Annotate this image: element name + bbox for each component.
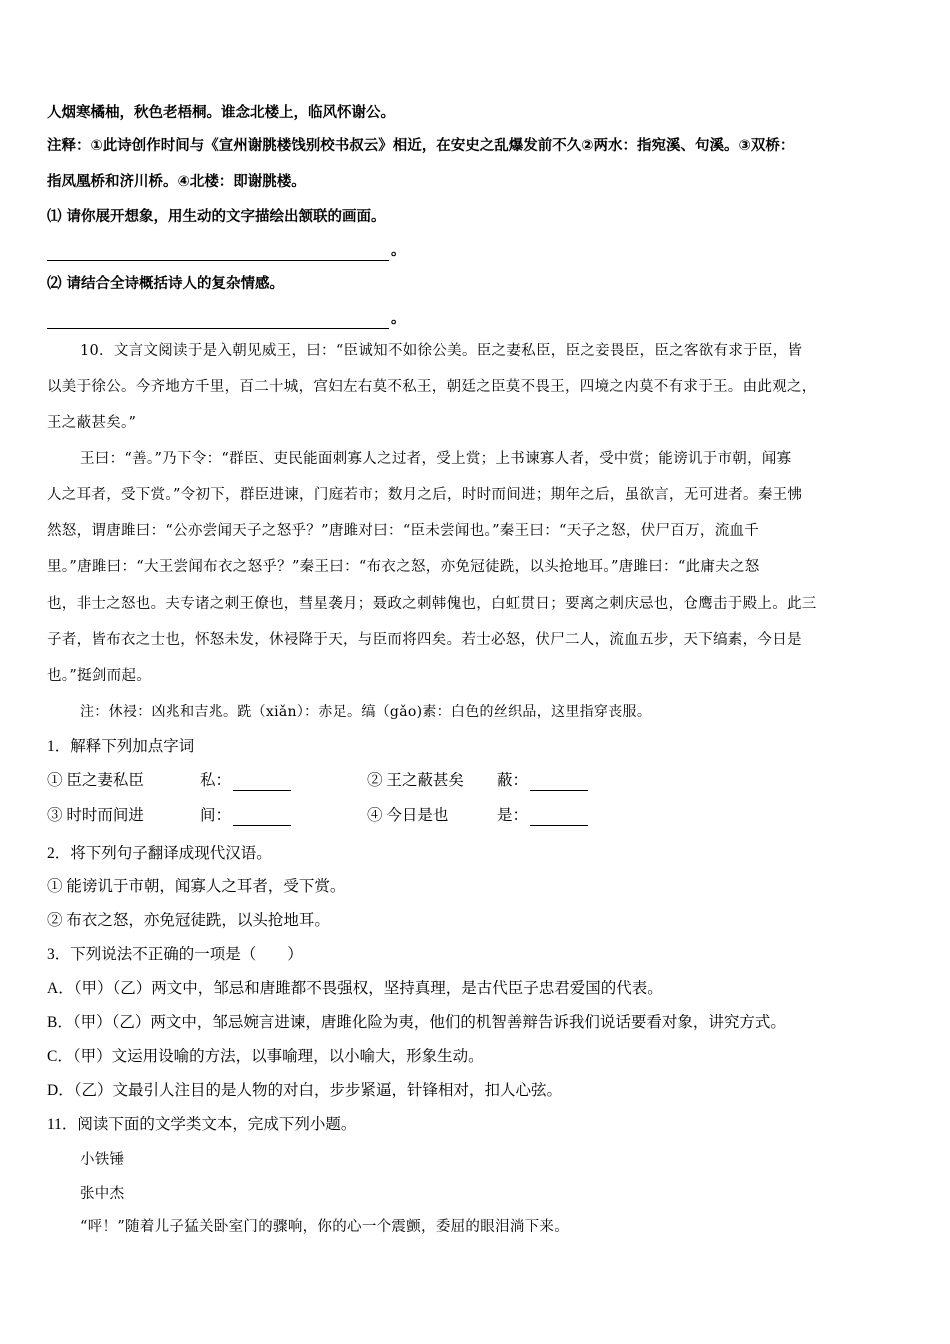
sub3-option-a[interactable]: A．（甲）（乙）两文中，邹忌和唐雎都不畏强权，坚持真理，是古代臣子忠君爱国的代表。 [47, 980, 663, 997]
answer-line-1[interactable]: 。 [47, 240, 908, 261]
sub3-option-c[interactable]: C．（甲）文运用设喻的方法，以事喻理，以小喻大，形象生动。 [47, 1048, 484, 1065]
q11-title: 11．阅读下面的文学类文本，完成下列小题。 [47, 1116, 357, 1133]
fill-blank[interactable] [233, 811, 291, 826]
q10-line: 子者，皆布衣之士也，怀怒未发，休祲降于天，与臣而将四矣。若士必怒，伏尸二人，流血五步，天下缟素，今日是 [47, 632, 802, 648]
answer-blank-2[interactable] [47, 314, 389, 329]
poem-last-line: 人烟寒橘柚，秋色老梧桐。谁念北楼上，临风怀谢公。 [47, 105, 395, 121]
story-first-line: “呯！”随着儿子猛关卧室门的骤响，你的心一个震颤，委屈的眼泪淌下来。 [80, 1219, 570, 1235]
fill-blank[interactable] [530, 776, 588, 791]
story-title: 小铁锤 [80, 1152, 125, 1168]
q10-line: 里。”唐雎曰：“大王尝闻布衣之怒乎？”秦王曰：“布衣之怒，亦免冠徒跣，以头抢地耳。”唐雎曰：“此庸夫之怒 [47, 559, 760, 575]
poem-question-1: ⑴ 请你展开想象，用生动的文字描绘出颔联的画面。 [47, 209, 386, 225]
q10-line: 10．文言文阅读于是入朝见威王，曰：“臣诚知不如徐公美。臣之妻私臣，臣之妾畏臣，臣之客欲有求于臣，皆 [80, 343, 803, 359]
sub3-option-b[interactable]: B．（甲）（乙）两文中，邹忌婉言进谏，唐雎化险为夷，他们的机智善辩告诉我们说话要看对象，讲究方式。 [47, 1014, 786, 1031]
sub1-item-phrase: ③ 时时而间进 [47, 807, 144, 824]
answer-line-2[interactable]: 。 [47, 308, 908, 329]
answer-blank-1[interactable] [47, 246, 389, 261]
q10-line: 也。”挺剑而起。 [47, 668, 152, 684]
poem-note-line1: 注释：①此诗创作时间与《宣州谢朓楼饯别校书叔云》相近，在安史之乱爆发前不久②两水：指宛溪、句溪。③双桥： [47, 138, 795, 154]
poem-question-2: ⑵ 请结合全诗概括诗人的复杂情感。 [47, 276, 285, 292]
story-author: 张中杰 [80, 1186, 125, 1202]
sub1-item-answer[interactable]: 私： [200, 771, 291, 791]
sub2-sentence-2: ② 布衣之怒，亦免冠徒跣，以头抢地耳。 [47, 912, 330, 929]
sub1-item-answer[interactable]: 是： [497, 806, 588, 826]
fill-blank[interactable] [530, 811, 588, 826]
sub2-sentence-1: ① 能谤讥于市朝，闻寡人之耳者，受下赏。 [47, 878, 346, 895]
sub1-item-phrase: ④ 今日是也 [367, 807, 449, 824]
q10-line: 然怒，谓唐雎曰：“公亦尝闻天子之怒乎？”唐雎对曰：“臣未尝闻也。”秦王曰：“天子之怒，伏尸百万，流血千 [47, 523, 760, 539]
sub1-item-answer[interactable]: 间： [200, 806, 291, 826]
q10-line: 人之耳者，受下赏。”令初下，群臣进谏，门庭若市；数月之后，时时而间进；期年之后，虽欲言，无可进者。秦王怫 [47, 487, 803, 503]
sub1-item-answer[interactable]: 蔽： [497, 771, 588, 791]
sub3-title: 3．下列说法不正确的一项是（ ） [47, 946, 303, 963]
sub1-title: 1．解释下列加点字词 [47, 738, 195, 755]
q10-line: 以美于徐公。今齐地方千里，百二十城，宫妇左右莫不私王，朝廷之臣莫不畏王，四境之内莫不有求于王。由此观之， [47, 379, 817, 395]
fill-blank[interactable] [233, 776, 291, 791]
sub3-option-d[interactable]: D．（乙）文最引人注目的是人物的对白，步步紧逼，针锋相对，扣人心弦。 [47, 1082, 562, 1099]
q10-line: 王曰：“善。”乃下令：“群臣、吏民能面刺寡人之过者，受上赏；上书谏寡人者，受中赏；能谤讥于市朝，闻寡 [80, 451, 792, 467]
sub2-title: 2．将下列句子翻译成现代汉语。 [47, 845, 272, 862]
q10-note: 注：休祲：凶兆和吉兆。跣（xiǎn）：赤足。缟（gǎo)素：白色的丝织品，这里指穿丧服。 [80, 704, 652, 720]
sub1-item-phrase: ② 王之蔽甚矣 [367, 772, 464, 789]
q10-line: 王之蔽甚矣。” [47, 415, 137, 431]
sub1-item-phrase: ① 臣之妻私臣 [47, 772, 144, 789]
q10-line: 也，非士之怒也。夫专诸之刺王僚也，彗星袭月；聂政之刺韩傀也，白虹贯日；要离之刺庆忌也，仓鹰击于殿上。此三 [47, 596, 817, 612]
poem-note-line2: 指凤凰桥和济川桥。④北楼：即谢朓楼。 [47, 174, 306, 190]
